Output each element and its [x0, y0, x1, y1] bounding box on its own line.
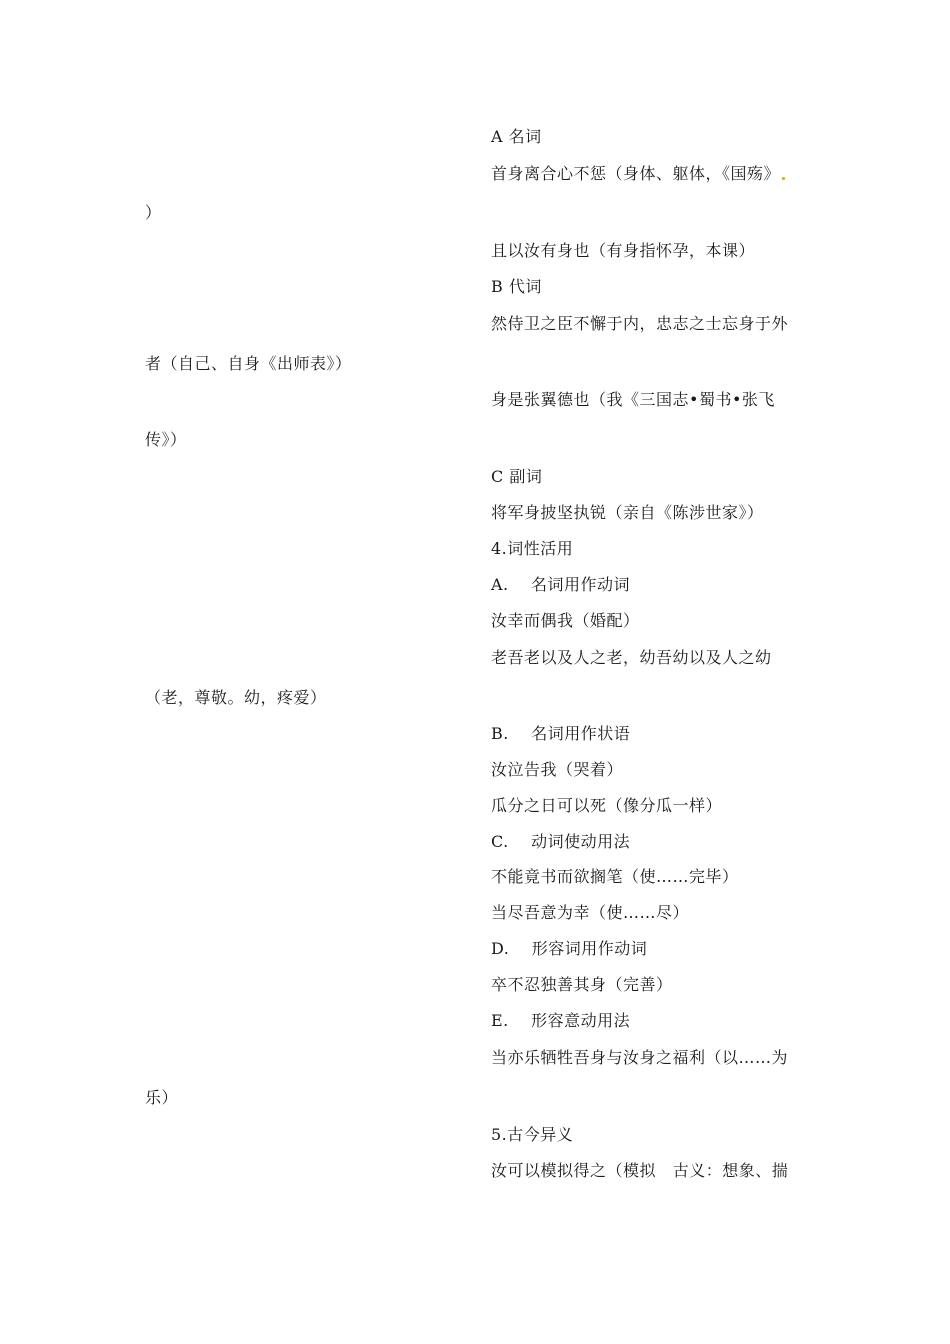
example-guoshang: [491, 164, 785, 184]
example-4b-1: 汝泣告我（哭着）: [491, 760, 624, 779]
example-4a-2: 老吾老以及人之老，幼吾幼以及人之幼: [491, 648, 772, 667]
subheading-4e: E. 形容意动用法: [491, 1011, 631, 1030]
example-guoshang-text: 首身离合心不惩（身体、躯体，《国殇》: [491, 164, 781, 183]
subheading-4c: C. 动词使动用法: [491, 832, 631, 851]
section-5-title: 5.古今异义: [491, 1125, 574, 1144]
example-guoshang-cont: ）: [145, 203, 162, 222]
example-zhangfei-cont: 传》）: [145, 430, 187, 449]
example-4c-2: 当尽吾意为幸（使……尽）: [491, 903, 690, 922]
example-youshen: 且以汝有身也（有身指怀孕，本课）: [491, 241, 756, 260]
example-chenshe: 将军身披坚执锐（亲自《陈涉世家》）: [491, 503, 764, 522]
subheading-4b: B. 名词用作状语: [491, 724, 631, 743]
example-chushibiao: 然侍卫之臣不懈于内，忠志之士忘身于外: [491, 314, 789, 333]
example-4a-1: 汝幸而偶我（婚配）: [491, 611, 640, 630]
example-4b-2: 瓜分之日可以死（像分瓜一样）: [491, 796, 723, 815]
highlight-mark: [782, 177, 785, 180]
example-zhangfei: 身是张翼德也（我《三国志•蜀书•张飞: [491, 390, 775, 409]
subheading-4d: D. 形容词用作动词: [491, 939, 648, 958]
example-chushibiao-cont: 者（自己、自身《出师表》）: [145, 354, 352, 373]
heading-noun: A 名词: [491, 127, 542, 146]
section-4-title: 4.词性活用: [491, 539, 574, 558]
example-4a-2-cont: （老，尊敬。幼，疼爱）: [145, 688, 327, 707]
subheading-4a: A. 名词用作动词: [491, 575, 630, 594]
example-5-1: 汝可以模拟得之（模拟 古义：想象、揣: [491, 1161, 789, 1180]
example-4e-1-cont: 乐）: [145, 1088, 179, 1107]
example-4c-1: 不能竟书而欲搁笔（使……完毕）: [491, 867, 739, 886]
example-4e-1: 当亦乐牺牲吾身与汝身之福利（以……为: [491, 1048, 789, 1067]
heading-pronoun: B 代词: [491, 277, 542, 296]
example-4d-1: 卒不忍独善其身（完善）: [491, 975, 673, 994]
heading-adverb: C 副词: [491, 467, 543, 486]
